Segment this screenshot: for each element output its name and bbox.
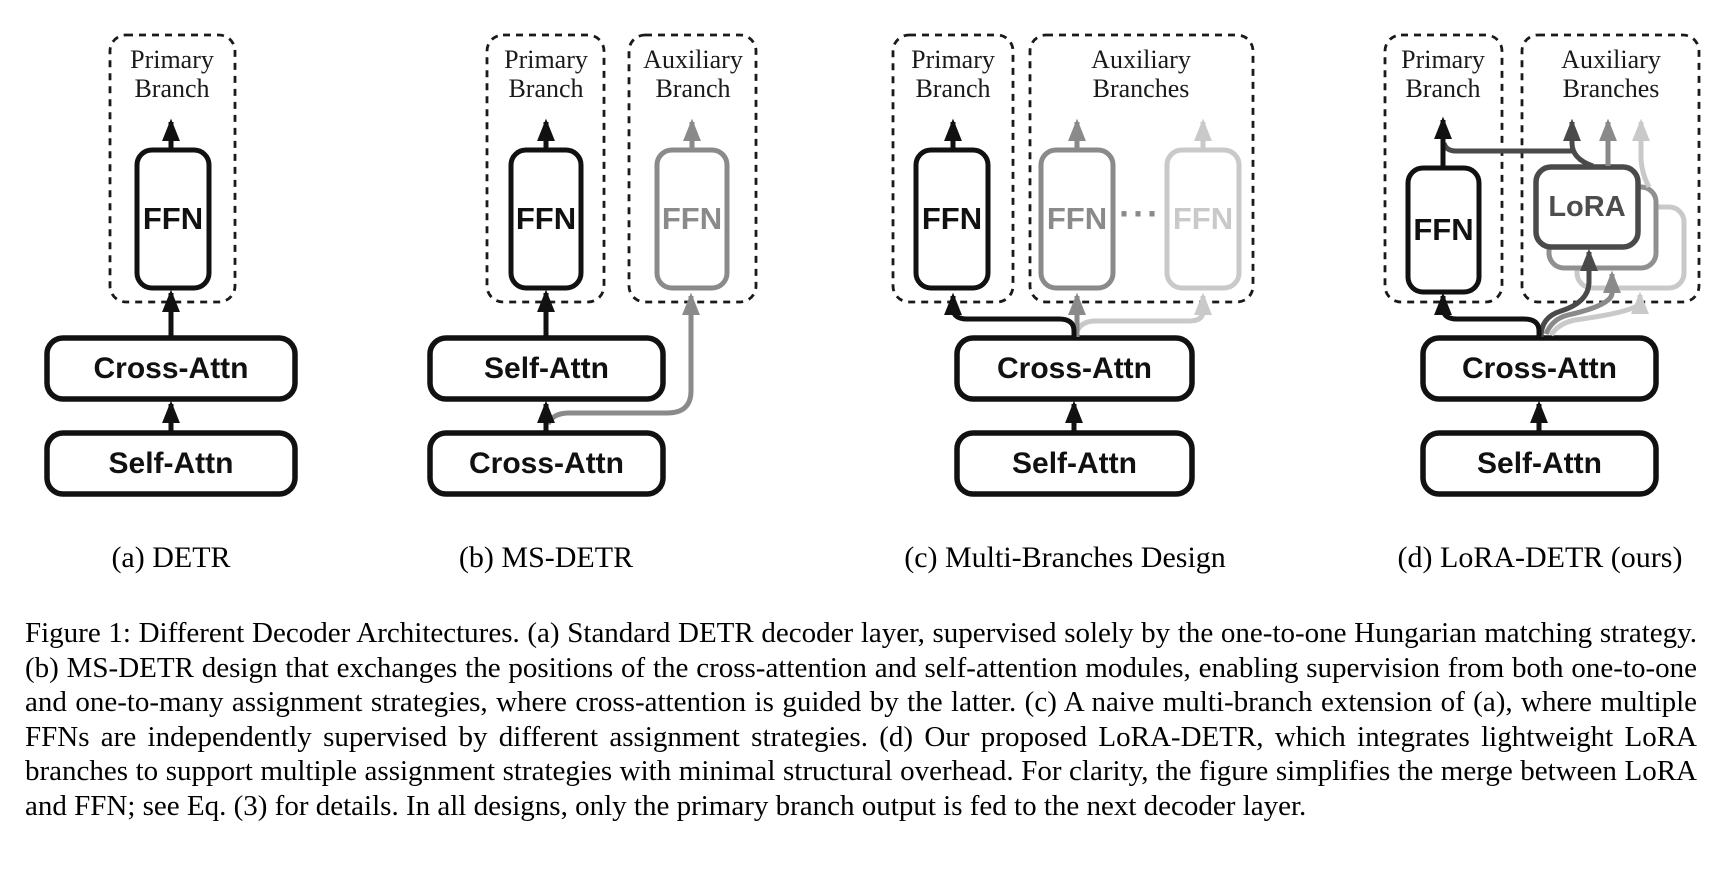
panel-a-self-attn-box <box>47 433 295 494</box>
panel-b-self-attn-box <box>430 338 663 399</box>
panel-d-ffn-label: FFN <box>1413 212 1474 247</box>
panel-b-primary-ffn-label: FFN <box>515 201 577 236</box>
panel-c-primary-branch-label: Primary Branch <box>911 45 995 103</box>
subcaption-d: (d) LoRA-DETR (ours) <box>1397 541 1683 574</box>
panel-c-self-attn-label: Self-Attn <box>1012 446 1137 480</box>
panel-c-auxiliary-ffn-box-n <box>1167 150 1239 288</box>
panel-b-auxiliary-ffn-label: FFN <box>661 201 723 236</box>
panel-c-auxiliary-ffn-box-1 <box>1041 150 1113 288</box>
panel-a-self-attn-label: Self-Attn <box>108 446 234 480</box>
panel-c-cross-attn-box <box>957 338 1192 399</box>
panel-a-cross-attn-box <box>47 338 295 399</box>
panel-b-auxiliary-branch-label: Auxiliary Branch <box>643 45 743 103</box>
panel-a-ffn-label: FFN <box>142 201 204 236</box>
panel-d-lora-box-front <box>1536 167 1638 247</box>
line-d-lora-ffn-merge <box>1444 143 1573 151</box>
panel-d-self-attn-box <box>1423 433 1656 494</box>
panel-a-ffn-box <box>137 150 209 288</box>
panel-c-aux-ffn1-label: FFN <box>1046 201 1108 236</box>
subcaption-b: (b) MS-DETR <box>458 541 634 574</box>
panel-b-self-attn-label: Self-Attn <box>484 351 609 385</box>
subcaption-c: (c) Multi-Branches Design <box>904 541 1226 574</box>
panel-a-primary-branch-label: Primary Branch <box>130 45 214 103</box>
panel-c-self-attn-box <box>957 433 1192 494</box>
panel-d-lora-label: LoRA <box>1548 190 1626 223</box>
panel-d-auxiliary-branches-label: Auxiliary Branches <box>1561 45 1661 103</box>
panel-d-cross-attn-box <box>1423 338 1656 399</box>
panel-c-primary-ffn-box <box>916 150 988 288</box>
panel-d-ffn-box <box>1408 168 1479 292</box>
panel-b-primary-ffn-box <box>511 150 581 288</box>
panel-d-cross-attn-label: Cross-Attn <box>1462 351 1617 385</box>
panel-c-aux-ffnn-label: FFN <box>1172 201 1234 236</box>
panel-a-cross-attn-label: Cross-Attn <box>93 351 249 385</box>
panel-b-auxiliary-ffn-box <box>657 150 727 288</box>
panel-d-primary-branch-label: Primary Branch <box>1401 45 1485 103</box>
panel-c-primary-ffn-label: FFN <box>921 201 983 236</box>
subcaption-a: (a) DETR <box>111 541 231 574</box>
arrow-c-cross-to-primary-ffn <box>953 296 1074 337</box>
panel-b-primary-branch-label: Primary Branch <box>504 45 588 103</box>
panel-b-cross-attn-label: Cross-Attn <box>469 446 624 480</box>
panel-b-cross-attn-box <box>430 433 663 494</box>
panel-c-ellipsis: ··· <box>1119 193 1161 234</box>
panel-c-cross-attn-label: Cross-Attn <box>997 351 1152 385</box>
panel-c-auxiliary-branches-label: Auxiliary Branches <box>1091 45 1191 103</box>
arrow-d-lora-back-output <box>1641 122 1649 187</box>
panel-d-self-attn-label: Self-Attn <box>1477 446 1602 480</box>
figure-caption: Figure 1: Different Decoder Architectures. (a) Standard DETR decoder layer, supervised solely by the one-to-one Hungarian matching strategy. (b) MS-DETR design that exchanges the positions of the cross-attention and self-attention modules, enabling supervision from both one-to-one and one-to-many assignment strategies, where cross-attention is guided by the latter. (c) A naive multi-branch extension of (a), where multiple FFNs are independently supervised by different assignment strategies. (d) Our proposed LoRA-DETR, which integrates lightweight LoRA branches to support multiple assignment strategies with minimal structural overhead. For clarity, the figure simplifies the merge between LoRA and FFN; see Eq. (3) for details. In all designs, only the primary branch output is fed to the next decoder layer. <box>25 617 1697 822</box>
arrow-d-lora-front-output <box>1572 122 1593 166</box>
